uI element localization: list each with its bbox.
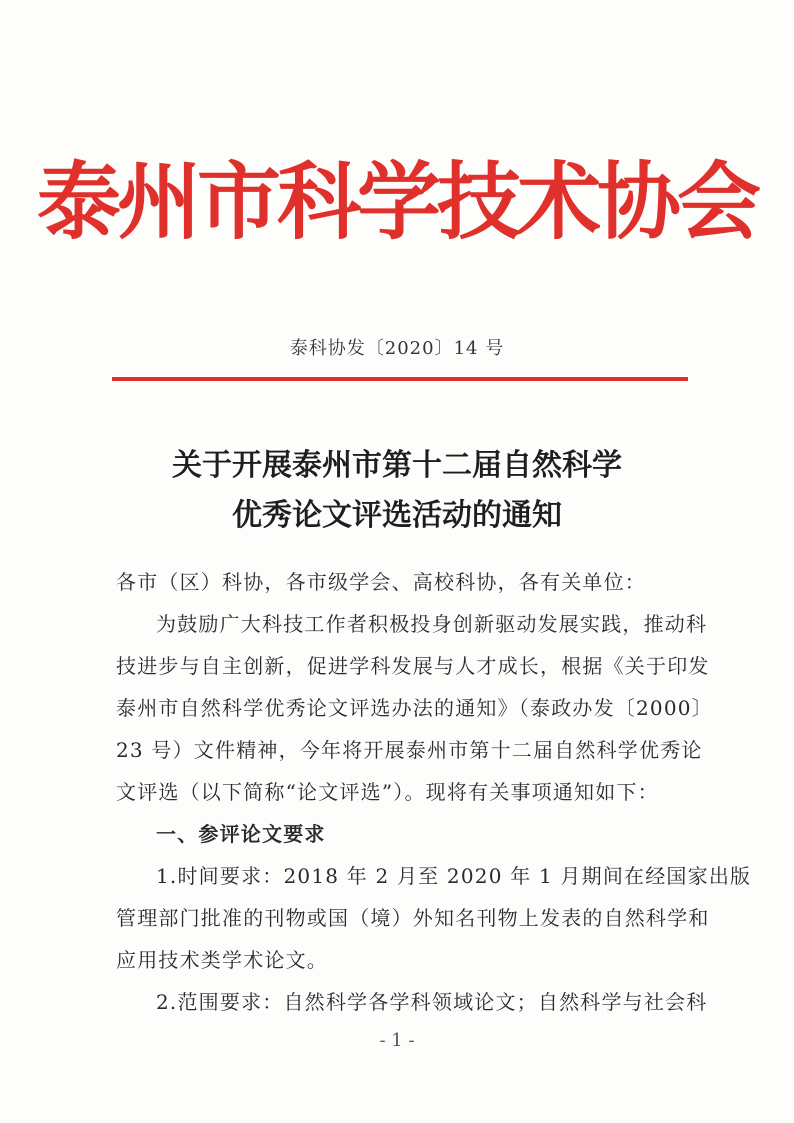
section-1-heading: 一、参评论文要求 — [156, 822, 326, 846]
item-1-line-3: 应用技术类学术论文。 — [116, 948, 328, 972]
paragraph-1-line-4: 23 号）文件精神，今年将开展泰州市第十二届自然科学优秀论 — [116, 738, 703, 762]
paragraph-1-line-1: 为鼓励广大科技工作者积极投身创新驱动发展实践，推动科 — [156, 612, 708, 636]
notice-title-line-1: 关于开展泰州市第十二届自然科学 — [172, 448, 622, 483]
paragraph-1-line-3: 泰州市自然科学优秀论文评选办法的通知》（泰政办发〔2000〕 — [116, 696, 713, 720]
red-divider-line — [112, 377, 688, 381]
item-1-line-1: 1.时间要求：2018 年 2 月至 2020 年 1 月期间在经国家出版 — [156, 864, 752, 888]
organization-header: 泰州市科学技术协会 — [36, 152, 757, 251]
addressee-line: 各市（区）科协，各市级学会、高校科协，各有关单位： — [116, 570, 646, 594]
notice-title-line-2: 优秀论文评选活动的通知 — [232, 498, 562, 533]
paragraph-1-line-5: 文评选（以下简称“论文评选”）。现将有关事项通知如下： — [116, 780, 659, 804]
item-1-line-2: 管理部门批准的刊物或国（境）外知名刊物上发表的自然科学和 — [116, 906, 710, 930]
document-number: 泰科协发〔2020〕14 号 — [289, 338, 505, 359]
paragraph-1-line-2: 技进步与自主创新，促进学科发展与人才成长，根据《关于印发 — [116, 654, 710, 678]
item-2-line-1: 2.范围要求：自然科学各学科领域论文；自然科学与社会科 — [156, 990, 708, 1014]
page-number: - 1 - — [379, 1030, 415, 1051]
